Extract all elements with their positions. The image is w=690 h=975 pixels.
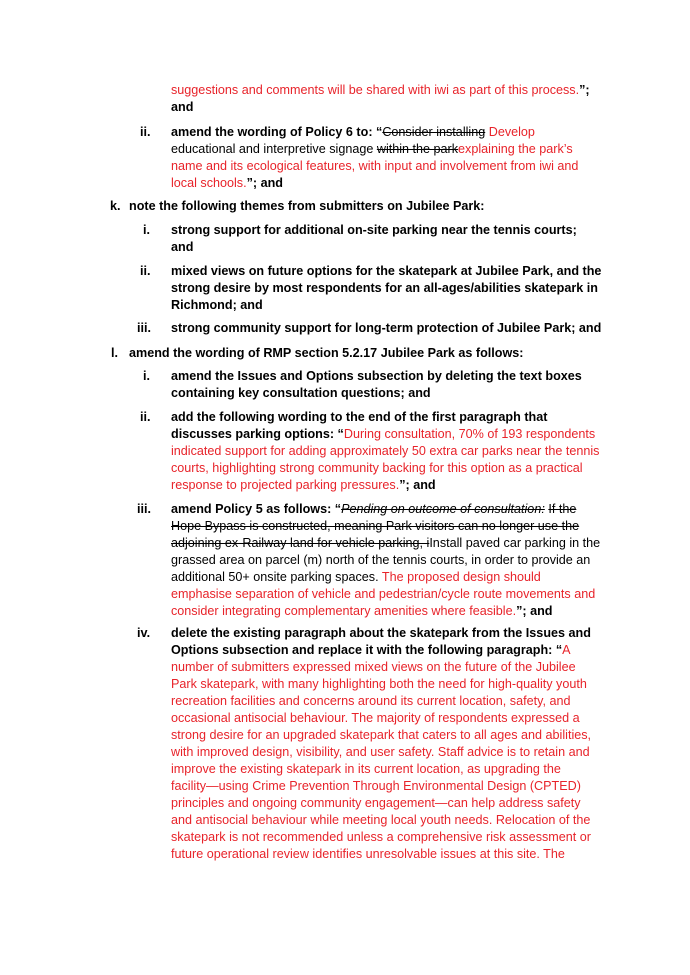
inserted-text: improve the existing skatepark in its current location, as upgrading the [171,762,561,776]
instruction-lead: Options subsection and replace it with the following paragraph: “ [171,643,563,657]
inserted-text: suggestions and comments will be shared with iwi as part of this process. [171,83,580,97]
k-heading: note the following themes from submitters on Jubilee Park: [129,199,485,213]
item-number-k-iii: iii. [137,321,151,335]
l-iii-text [171,501,600,620]
l-iv-text [171,625,591,863]
l-ii-text [171,409,599,494]
j-i-continuation [171,82,590,116]
inserted-text: skatepark is not recommended unless a comprehensive risk assessment or [171,830,591,844]
text-line: and [171,240,194,254]
k-iii-text: strong community support for long-term protection of Jubilee Park; and [171,321,602,335]
inserted-text: courts, highlighting strong community backing for this option as a practical [171,461,583,475]
k-i-text [171,222,577,256]
inserted-text: consider integrating complementary amenities where feasible. [171,604,517,618]
inserted-text: and antisocial behaviour while meeting local youth needs. Relocation of the [171,813,591,827]
text-line: Richmond; and [171,298,263,312]
deleted-text: adjoining ex-Railway land for vehicle parking, i [171,536,430,550]
clause-tail: ”; and [399,478,436,492]
item-number-k-i: i. [143,223,150,237]
inserted-text: name and its ecological features, with input and involvement from iwi and [171,159,579,173]
deleted-text: If the [548,502,577,516]
inserted-text: Develop [488,125,535,139]
inserted-text: recreation facilities and concerns around its current location, safety, and [171,694,571,708]
deleted-text: Hope Bypass is constructed, meaning Park visitors can no longer use the [171,519,580,533]
deleted-text: within the park [376,142,459,156]
text-line: delete the existing paragraph about the skatepark from the Issues and [171,626,591,640]
inserted-text: response to projected parking pressures. [171,478,400,492]
inserted-text: A [562,643,571,657]
item-number-l-ii: ii. [140,410,151,424]
text-line: amend the Issues and Options subsection by deleting the text boxes [171,369,582,383]
deleted-text: Pending on outcome of consultation: [341,502,545,516]
clause-tail: ”; and [246,176,283,190]
unchanged-text: educational and interpretive signage [171,142,374,156]
inserted-text: principles and ongoing community engagement—can help address safety [171,796,581,810]
item-number-l-i: i. [143,369,150,383]
inserted-text: future operational review identifies unresolvable issues at this site. The [171,847,565,861]
l-i-text [171,368,582,402]
j-ii-text [171,124,578,192]
item-number-j-ii: ii. [140,125,151,139]
inserted-text: The proposed design should [381,570,541,584]
text-line: containing key consultation questions; and [171,386,431,400]
inserted-text: number of submitters expressed mixed views on the future of the Jubilee [171,660,576,674]
item-number-k: k. [110,199,121,213]
inserted-text: emphasise separation of vehicle and pedestrian/cycle route movements and [171,587,596,601]
text-line: add the following wording to the end of the first paragraph that [171,410,548,424]
inserted-text: facility—using Crime Prevention Through Environmental Design (CPTED) [171,779,581,793]
text-line: strong support for additional on-site parking near the tennis courts; [171,223,577,237]
clause-tail: ”; and [516,604,553,618]
item-number-k-ii: ii. [140,264,151,278]
inserted-text: local schools. [171,176,247,190]
inserted-text: occasional antisocial behaviour. The majority of respondents expressed a [171,711,580,725]
text-line: strong desire by most respondents for an all-ages/abilities skatepark in [171,281,598,295]
unchanged-text: additional 50+ onsite parking spaces. [171,570,379,584]
inserted-text: with improved design, visibility, and user safety. Staff advice is to retain and [171,745,590,759]
instruction-lead: discusses parking options: “ [171,427,344,441]
inserted-text: indicated support for adding approximately 50 extra car parks near the tennis [171,444,600,458]
k-ii-text [171,263,601,314]
unchanged-text: Install paved car parking in the [429,536,601,550]
item-number-l-iv: iv. [137,626,151,640]
item-number-l-iii: iii. [137,502,151,516]
clause-tail: ”; [579,83,590,97]
inserted-text: explaining the park’s [458,142,573,156]
item-number-l: l. [111,346,118,360]
inserted-text: Park skatepark, with many highlighting both the need for high-quality youth [171,677,587,691]
instruction-lead: amend Policy 5 as follows: “ [171,502,342,516]
unchanged-text: grassed area on parcel (m) north of the tennis courts, in order to provide an [171,553,591,567]
text-line: mixed views on future options for the skatepark at Jubilee Park, and the [171,264,602,278]
instruction-lead: amend the wording of Policy 6 to: “ [171,125,383,139]
clause-and: and [171,100,194,114]
inserted-text: strong desire for an upgraded skatepark that caters to all ages and abilities, [171,728,592,742]
l-heading: amend the wording of RMP section 5.2.17 Jubilee Park as follows: [129,346,524,360]
inserted-text: During consultation, 70% of 193 respondents [343,427,596,441]
deleted-text: Consider installing [382,125,486,139]
